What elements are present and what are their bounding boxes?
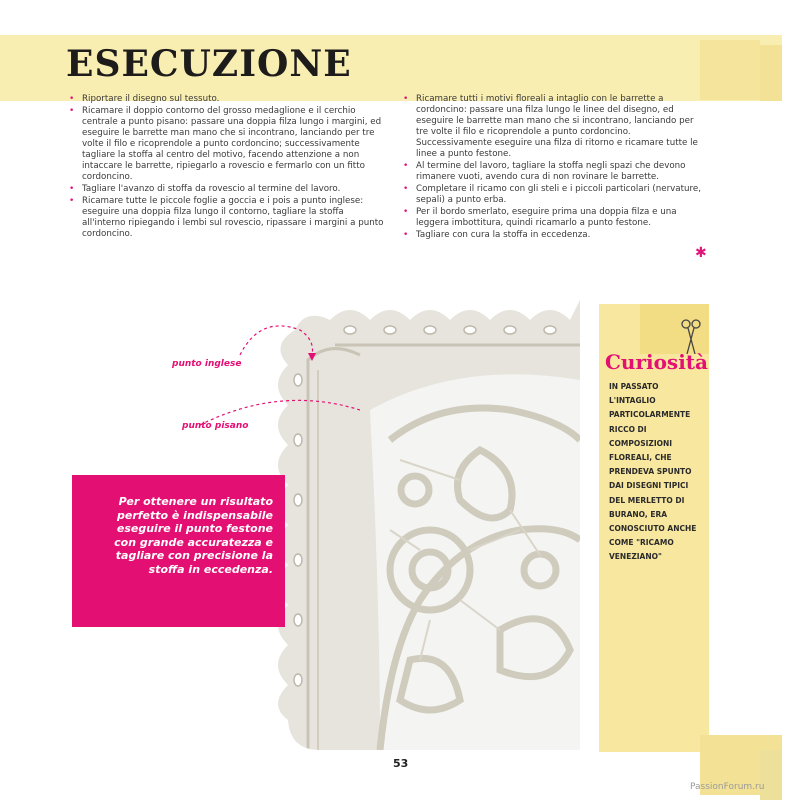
steps-left-list xyxy=(68,94,388,241)
page-number: 53 xyxy=(393,757,409,770)
step-item: • Al termine del lavoro, tagliare la stoffa negli spazi che devono rimanere vuoti, avendo cura di non rovinare le barrette. xyxy=(402,161,702,183)
watermark: PassionForum.ru xyxy=(690,782,765,792)
page-title: ESECUZIONE xyxy=(66,43,352,85)
step-item: • Tagliare l'avanzo di stoffa da rovescio al termine del lavoro. xyxy=(68,184,388,195)
header-band-accent xyxy=(760,45,782,101)
sidebar-text: IN PASSATO L'INTAGLIO PARTICOLARMENTE RICCO DI COMPOSIZIONI FLOREALI, CHE PRENDEVA SPUNTO DAI DISEGNI TIPICI DEL MERLETTO DI BURANO, ERA CONOSCIUTO ANCHE COME "RICAMO VENEZIANO" xyxy=(609,382,697,562)
step-item: • Completare il ricamo con gli steli e i piccoli particolari (nervature, sepali) a punto erba. xyxy=(402,184,702,206)
header-shade xyxy=(700,40,760,100)
step-item: • Riportare il disegno sul tessuto. xyxy=(68,94,388,105)
step-item: • Per il bordo smerlato, eseguire prima una doppia filza e una leggera imbottitura, quindi ricamarlo a punto festone. xyxy=(402,207,702,229)
steps-right-list xyxy=(402,94,702,242)
step-item: • Ricamare tutti i motivi floreali a intaglio con le barrette a cordoncino: passare una filza lungo le linee del disegno, ed eseguire le barrette man mano che si incontrano, lanciando per tre volte il filo e ricoprendole a punto cordoncino. Successivamente eseguire una filza di ritorno e ricamare tutte le linee a punto festone. xyxy=(402,94,702,160)
callout-punto-inglese: punto inglese xyxy=(172,359,242,369)
step-item: • Ricamare tutte le piccole foglie a goccia e i pois a punto inglese: eseguire una doppia filza lungo il contorno, tagliare la stoffa all'interno ripiegando i lembi sul rovescio, ripassare i margini a punto cordoncino. xyxy=(68,196,388,240)
tip-text: Per ottenere un risultato perfetto è indispensabile eseguire il punto festone con grande accuratezza e tagliare con precisione la stoffa in eccedenza. xyxy=(114,495,273,576)
step-item: • Ricamare il doppio contorno del grosso medaglione e il cerchio centrale a punto pisano: passare una doppia filza lungo i margini, ed eseguire le barrette man mano che si incontrano, lanciando per tre volte il filo e ricoprendole a punto cordoncino; successivamente tagliare la stoffa al centro del motivo, facendo attenzione a non intaccare le barrette, ripiegarlo a rovescio e fermarlo con un fitto cordoncino. xyxy=(68,106,388,183)
callout-punto-pisano: punto pisano xyxy=(182,421,249,431)
step-item: • Tagliare con cura la stoffa in eccedenza. xyxy=(402,230,702,241)
asterisk-icon: ✱ xyxy=(695,245,707,261)
corner-band-accent xyxy=(760,750,782,800)
sidebar-title: Curiosità xyxy=(605,350,708,374)
